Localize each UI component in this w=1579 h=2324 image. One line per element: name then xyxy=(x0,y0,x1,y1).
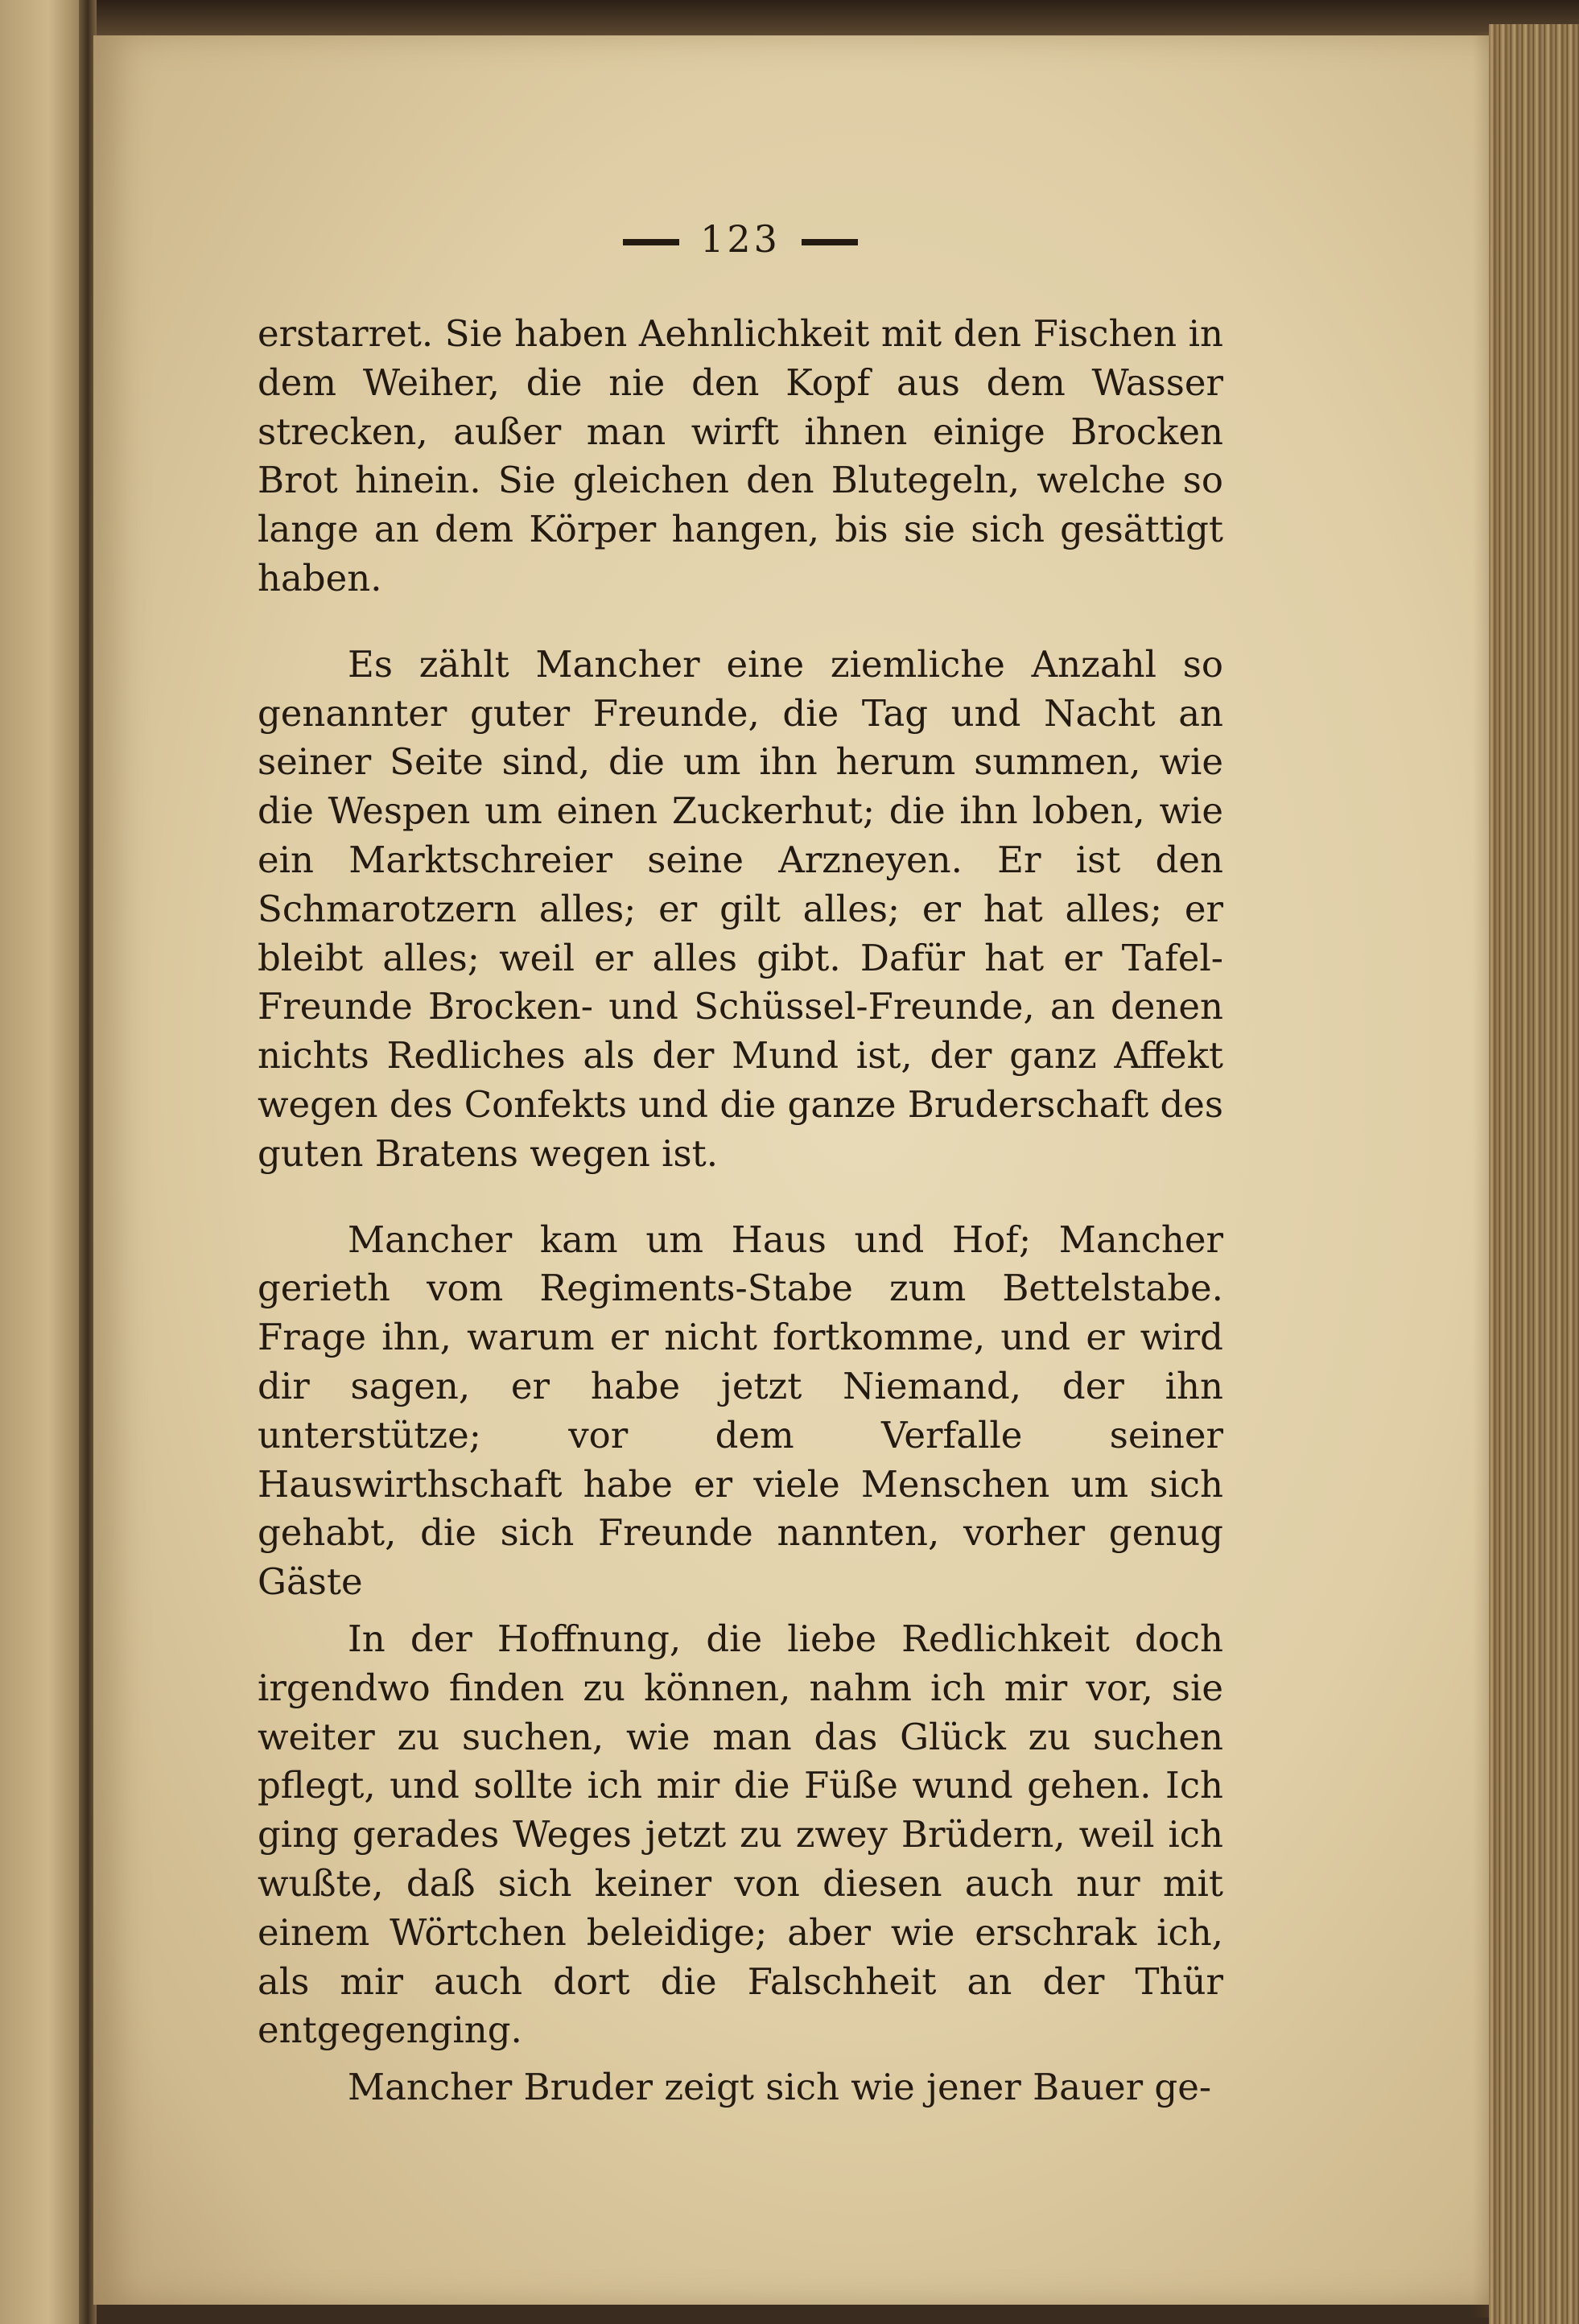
header-dash-right xyxy=(802,239,858,245)
paragraph-friends: Es zählt Mancher eine ziemliche Anzahl so genannter guter Freunde, die Tag und Nacht an seiner Seite sind, die um ihn herum summen, wie die Wespen um einen Zuckerhut; die ihn loben, wie ein Marktschreier seine Arzneyen. Er ist den Schmarotzern alles; er gilt alles; er hat alles; er bleibt alles; weil er alles gibt. Dafür hat er Tafel-Freunde Brocken- und Schüssel-Freunde, an denen nichts Redliches als der Mund ist, der ganz Affekt wegen des Confekts und die ganze Bruderschaft des guten Bratens wegen ist. xyxy=(258,642,1223,1175)
book-cover-top xyxy=(0,0,1579,35)
paragraph-house-and-farm: Mancher kam um Haus und Hof; Mancher gerieth vom Regiments-Stabe zum Bettelstabe. Frage ihn, warum er nicht fortkomme, und er wird dir sagen, er habe jetzt Niemand, der ihn unterstütze; vor dem Verfalle seiner Hauswirthschaft habe er viele Menschen um sich gehabt, die sich Freunde nannten, vorher genug Gäste xyxy=(258,1218,1223,1604)
paragraph-continuation: erstarret. Sie haben Aehnlichkeit mit den Fischen in dem Weiher, die nie den Kopf aus dem Wasser strecken, außer man wirft ihnen einige Brocken Brot hinein. Sie gleichen den Blutegeln, welche so lange an dem Körper hangen, bis sie sich gesättigt haben. xyxy=(258,312,1223,600)
page-number: 123 xyxy=(700,217,781,261)
paragraph-hope: In der Hoffnung, die liebe Redlichkeit doch irgendwo finden zu können, nahm ich mir vor, sie weiter zu suchen, wie man das Glück zu suchen pflegt, und sollte ich mir die Füße wund gehen. Ich ging gerades Weges jetzt zu zwey Brüdern, weil ich wußte, daß sich keiner von diesen auch nur mit einem Wörtchen beleidige; aber wie erschrak ich, als mir auch dort die Falschheit an der Thür entgegenging. xyxy=(258,1617,1223,2052)
previous-page-edge xyxy=(0,0,89,2324)
page-body-text xyxy=(258,310,1223,2112)
header-dash-left xyxy=(623,239,679,245)
page-stack-edges xyxy=(1489,24,1579,2324)
paragraph-brother: Mancher Bruder zeigt sich wie jener Bauer ge- xyxy=(348,2066,1212,2109)
page-header xyxy=(258,217,1223,261)
